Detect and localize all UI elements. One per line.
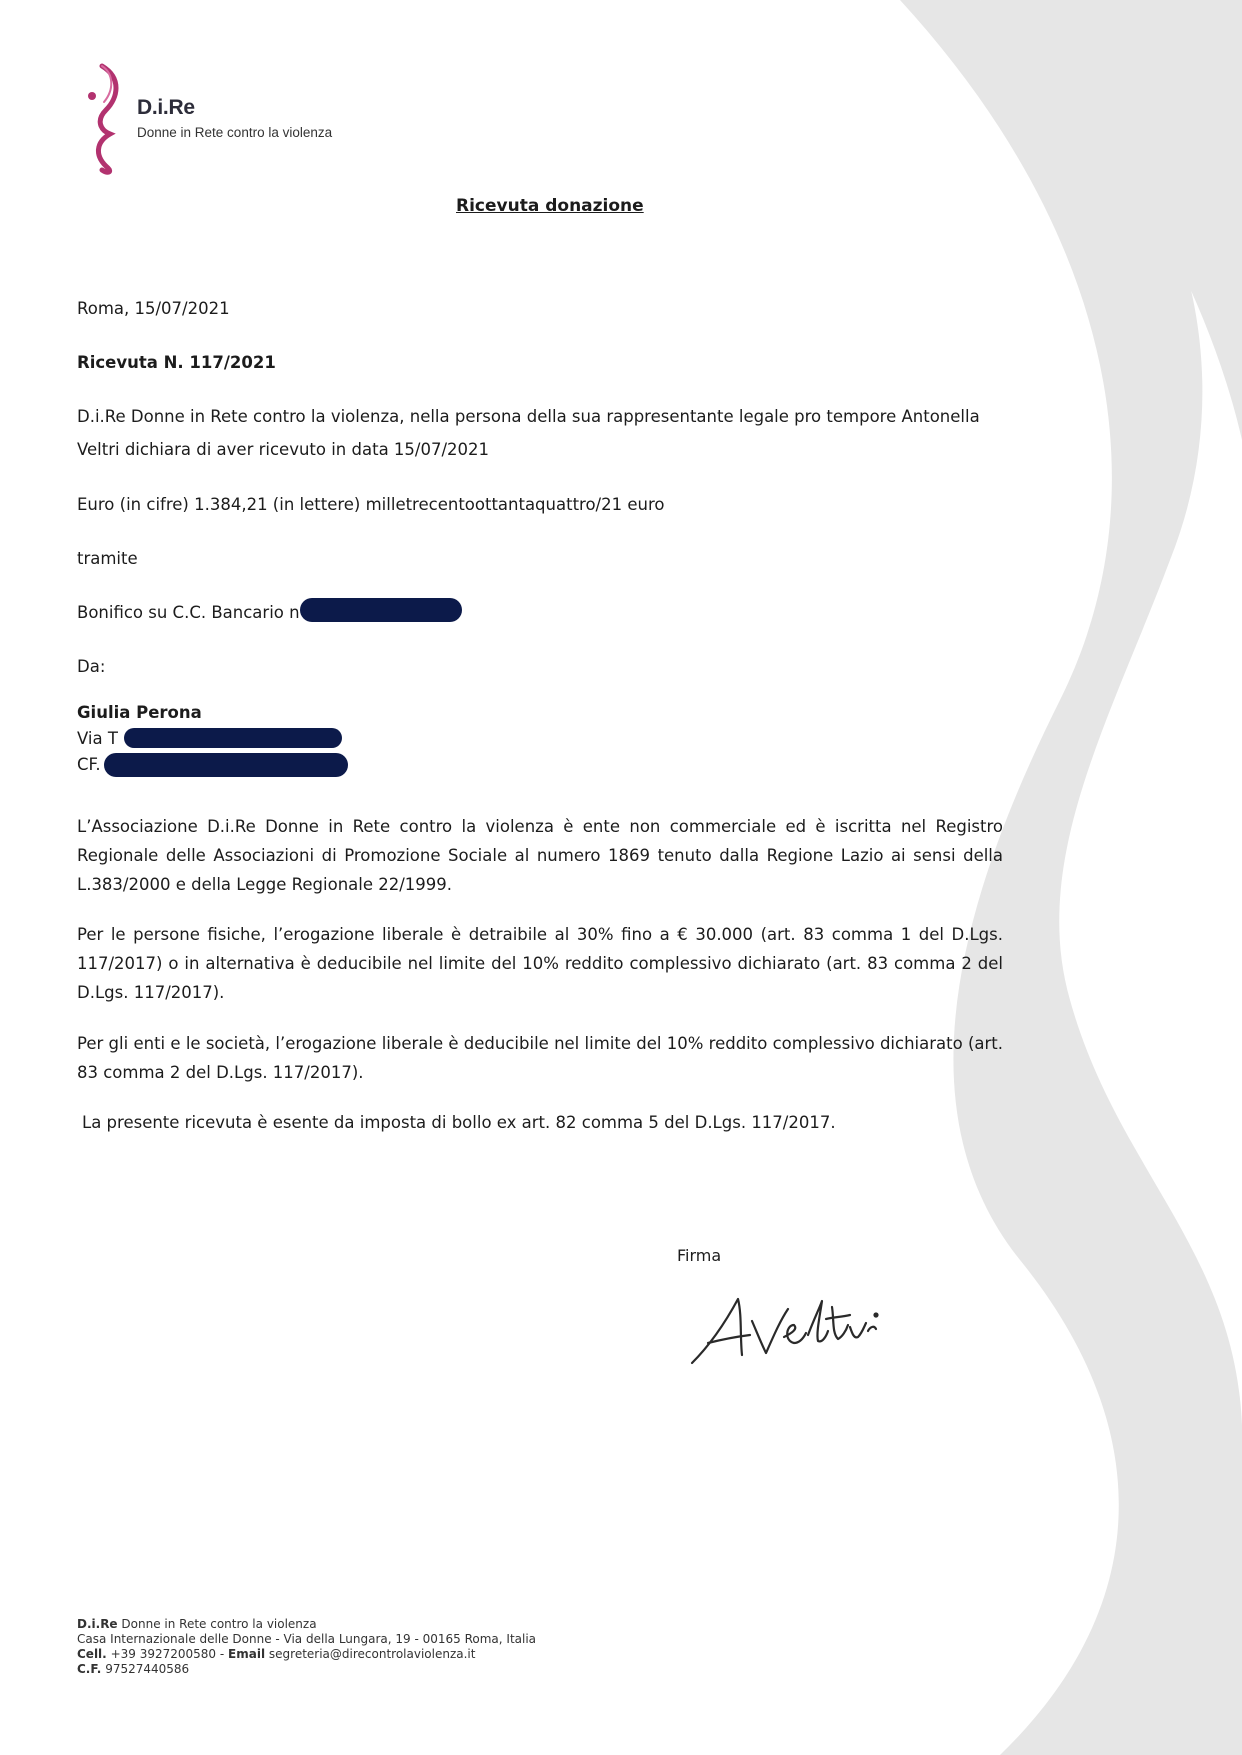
footer-cf-value: 97527440586 [105, 1662, 190, 1676]
donor-cf: CF. [77, 755, 101, 774]
donation-amount: Euro (in cifre) 1.384,21 (in lettere) milletrecentoottantaquattro/21 euro [77, 495, 665, 514]
payment-method: Bonifico su C.C. Bancario n [77, 603, 300, 622]
signature-label: Firma [677, 1246, 722, 1265]
logo-name: D.i.Re [137, 96, 195, 119]
receipt-number: Ricevuta N. 117/2021 [77, 353, 276, 372]
stamp-duty-paragraph: La presente ricevuta è esente da imposta di bollo ex art. 82 comma 5 del D.Lgs. 117/2017. [82, 1113, 836, 1132]
declaration-line-1: D.i.Re Donne in Rete contro la violenza, nella persona della sua rappresentante legale pro tempore Antonella [77, 407, 980, 426]
footer-cell-value: +39 3927200580 - [110, 1647, 225, 1661]
footer-org-name: Donne in Rete contro la violenza [121, 1617, 317, 1631]
donor-address: Via T [77, 729, 118, 748]
via-label: tramite [77, 549, 138, 568]
document-title: Ricevuta donazione [456, 196, 644, 216]
from-label: Da: [77, 657, 106, 676]
redaction-donor-cf [104, 753, 348, 777]
handwritten-signature [680, 1285, 920, 1395]
footer-email-value[interactable]: segreteria@direcontrolaviolenza.it [268, 1647, 476, 1661]
redaction-bank-account [300, 598, 462, 622]
logo-subtitle: Donne in Rete contro la violenza [137, 125, 333, 140]
place-date: Roma, 15/07/2021 [77, 299, 230, 318]
donor-name: Giulia Perona [77, 703, 202, 722]
redaction-donor-address [124, 728, 342, 748]
dire-logo [82, 60, 382, 180]
footer-cf-label: C.F. [77, 1662, 102, 1676]
entities-paragraph: Per gli enti e le società, l’erogazione liberale è deducibile nel limite del 10% reddito complessivo dichiarato (art. 83 comma 2 del D.Lgs. 117/2017). [77, 1034, 1003, 1082]
footer-org-abbrev: D.i.Re [77, 1617, 118, 1631]
declaration-line-2: Veltri dichiara di aver ricevuto in data 15/07/2021 [77, 440, 490, 459]
footer-org-line [77, 1617, 536, 1632]
logo-mark-icon [82, 60, 132, 180]
footer-contact-line [77, 1647, 536, 1662]
footer-cf-line [77, 1662, 536, 1677]
footer-cell-label: Cell. [77, 1647, 107, 1661]
natural-persons-paragraph: Per le persone fisiche, l’erogazione liberale è detraibile al 30% fino a € 30.000 (art. 83 comma 1 del D.Lgs. 117/2017) o in alternativa è deducibile nel limite del 10% reddito complessivo dichiarato (art. 83 comma 2 del D.Lgs. 117/2017). [77, 925, 1003, 1002]
footer-address: Casa Internazionale delle Donne - Via della Lungara, 19 - 00165 Roma, Italia [77, 1632, 537, 1646]
association-paragraph: L’Associazione D.i.Re Donne in Rete contro la violenza è ente non commerciale ed è iscritta nel Registro Regionale delle Associazioni di Promozione Sociale al numero 1869 tenuto dalla Regione Lazio ai sensi della L.383/2000 e della Legge Regionale 22/1999. [77, 817, 1003, 894]
footer-contacts [77, 1617, 536, 1677]
footer-email-label: Email [228, 1647, 266, 1661]
